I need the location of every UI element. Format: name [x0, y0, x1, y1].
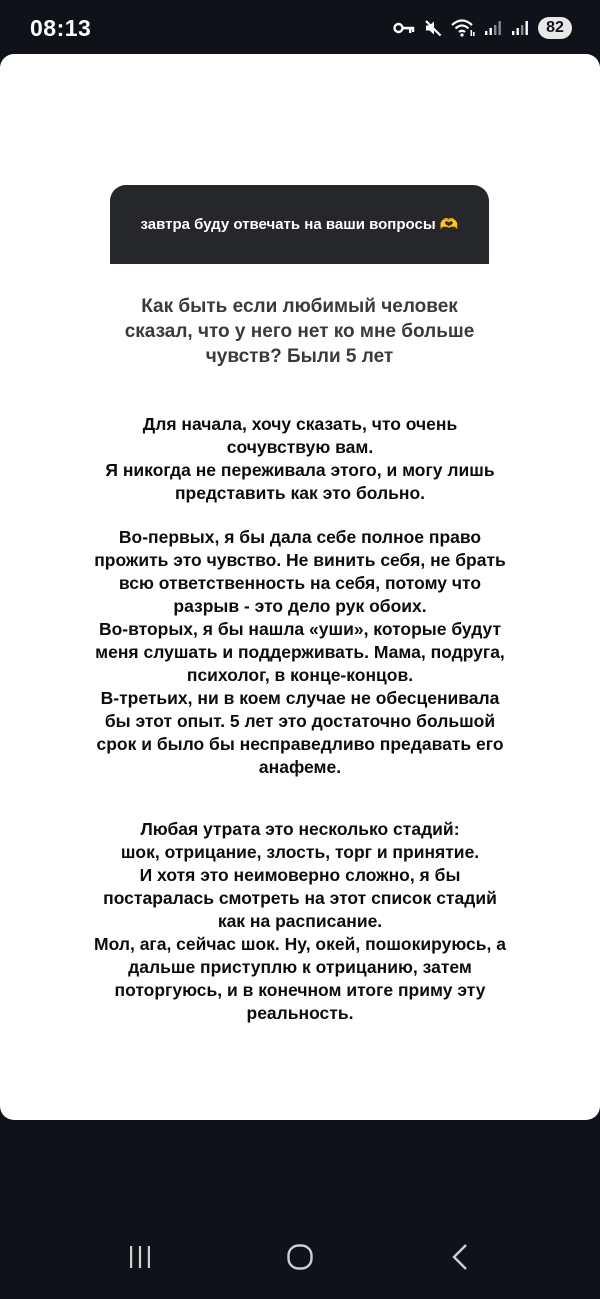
back-icon — [450, 1243, 470, 1276]
answer-paragraph: Любая утрата это несколько стадий: шок, отрицание, злость, торг и принятие. И хотя это неимоверно сложно, я бы постаралась смотреть на этот список стадий как на расписание. Мол, ага, сейчас шок. Ну, окей, пошокируюсь, а дальше приступлю к отрицанию, затем поторгуюсь, и в конечном итоге приму эту реальность. — [94, 819, 506, 1023]
battery-badge: 82 — [538, 17, 572, 39]
story-card[interactable] — [0, 54, 600, 1120]
mute-icon — [424, 19, 442, 37]
navigation-bar — [0, 1220, 600, 1299]
wifi-icon — [451, 19, 475, 37]
signal-icon — [511, 20, 529, 36]
question-sticker-header — [110, 185, 489, 264]
back-button[interactable] — [430, 1240, 490, 1280]
status-icons — [393, 17, 572, 39]
signal-icon — [484, 20, 502, 36]
home-button[interactable] — [270, 1240, 330, 1280]
recent-apps-icon — [127, 1244, 153, 1275]
recent-apps-button[interactable] — [110, 1240, 170, 1280]
answer-paragraph: Для начала, хочу сказать, что очень сочувствую вам. Я никогда не переживала этого, и могу лишь представить как это больно. — [105, 414, 495, 503]
key-icon — [393, 21, 415, 35]
answer-paragraph: Во-первых, я бы дала себе полное право прожить это чувство. Не винить себя, не брать всю ответственность на себя, потому что разрыв - это дело рук обоих. Во-вторых, я бы нашла «уши», которые будут меня слушать и поддерживать. Мама, подруга, психолог, в конце-концов. В-третьих, ни в коем случае не обесценивала бы этот опыт. 5 лет это достаточно большой срок и было бы несправедливо предавать его анафеме. — [94, 527, 506, 777]
home-icon — [286, 1243, 314, 1276]
status-bar — [0, 0, 600, 56]
status-time: 08:13 — [30, 14, 92, 41]
question-sticker-text: Как быть если любимый человек сказал, что у него нет ко мне больше чувств? Были 5 лет — [124, 296, 475, 367]
question-sticker-title: завтра буду отвечать на ваши вопросы 🫶 — [140, 215, 459, 233]
